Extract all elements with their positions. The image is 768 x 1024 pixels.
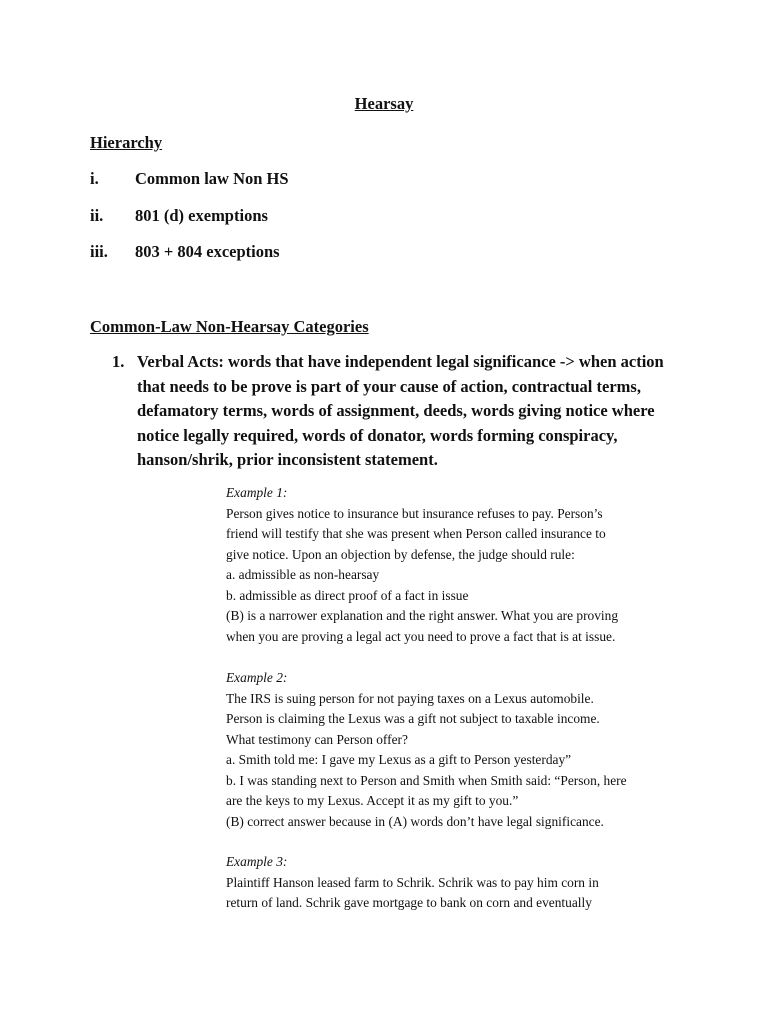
numbered-item-text: Verbal Acts: words that have independent legal significance -> when action that needs to be prove is part of your cause of action, contractual terms, defamatory terms, words of assignment, deeds, words giving notice where notice legally required, words of donator, words forming conspiracy, hanson/shrik, prior inconsistent statement. — [137, 352, 664, 469]
example-line: The IRS is suing person for not paying taxes on a Lexus automobile. — [226, 690, 594, 706]
hierarchy-item-text: Common law Non HS — [135, 169, 289, 188]
example-line: b. I was standing next to Person and Smith when Smith said: “Person, here — [226, 772, 627, 788]
example-line: return of land. Schrik gave mortgage to bank on corn and eventually — [226, 895, 592, 910]
example-block — [226, 668, 696, 832]
example-line: Plaintiff Hanson leased farm to Schrik. Schrik was to pay him corn in — [226, 874, 599, 890]
hierarchy-item-number: i. — [90, 169, 99, 188]
example-line: are the keys to my Lexus. Accept it as my gift to you.” — [226, 793, 519, 808]
example-line: give notice. Upon an objection by defense, the judge should rule: — [226, 546, 575, 562]
page-title: Hearsay — [354, 94, 414, 113]
hierarchy-heading: Hierarchy — [90, 133, 163, 152]
hierarchy-item-text: 801 (d) exemptions — [135, 206, 268, 225]
hierarchy-item-number: iii. — [90, 242, 108, 261]
example-line: a. admissible as non-hearsay — [226, 567, 380, 582]
hierarchy-item-number: ii. — [90, 206, 104, 225]
example-block — [226, 852, 696, 914]
example-line: a. Smith told me: I gave my Lexus as a gift to Person yesterday” — [226, 752, 572, 767]
example-line: (B) is a narrower explanation and the right answer. What you are proving — [226, 608, 619, 623]
example-line: when you are proving a legal act you need to prove a fact that is at issue. — [226, 628, 616, 644]
example-label: Example 3: — [226, 854, 288, 869]
hierarchy-item — [90, 242, 280, 262]
example-line: Person gives notice to insurance but insurance refuses to pay. Person’s — [226, 505, 603, 521]
hierarchy-item — [90, 206, 268, 226]
numbered-item-number: 1. — [112, 352, 125, 371]
example-line: (B) correct answer because in (A) words don’t have legal significance. — [226, 813, 604, 829]
example-line: What testimony can Person offer? — [226, 731, 408, 747]
hierarchy-item-text: 803 + 804 exceptions — [135, 242, 280, 261]
example-label: Example 1: — [226, 485, 288, 500]
categories-heading: Common-Law Non-Hearsay Categories — [90, 317, 369, 336]
numbered-item — [112, 350, 682, 473]
example-line: b. admissible as direct proof of a fact in issue — [226, 587, 469, 603]
example-label: Example 2: — [226, 670, 288, 685]
example-block — [226, 483, 696, 647]
example-line: friend will testify that she was present when Person called insurance to — [226, 526, 606, 541]
hierarchy-item — [90, 169, 289, 189]
example-line: Person is claiming the Lexus was a gift not subject to taxable income. — [226, 711, 600, 726]
